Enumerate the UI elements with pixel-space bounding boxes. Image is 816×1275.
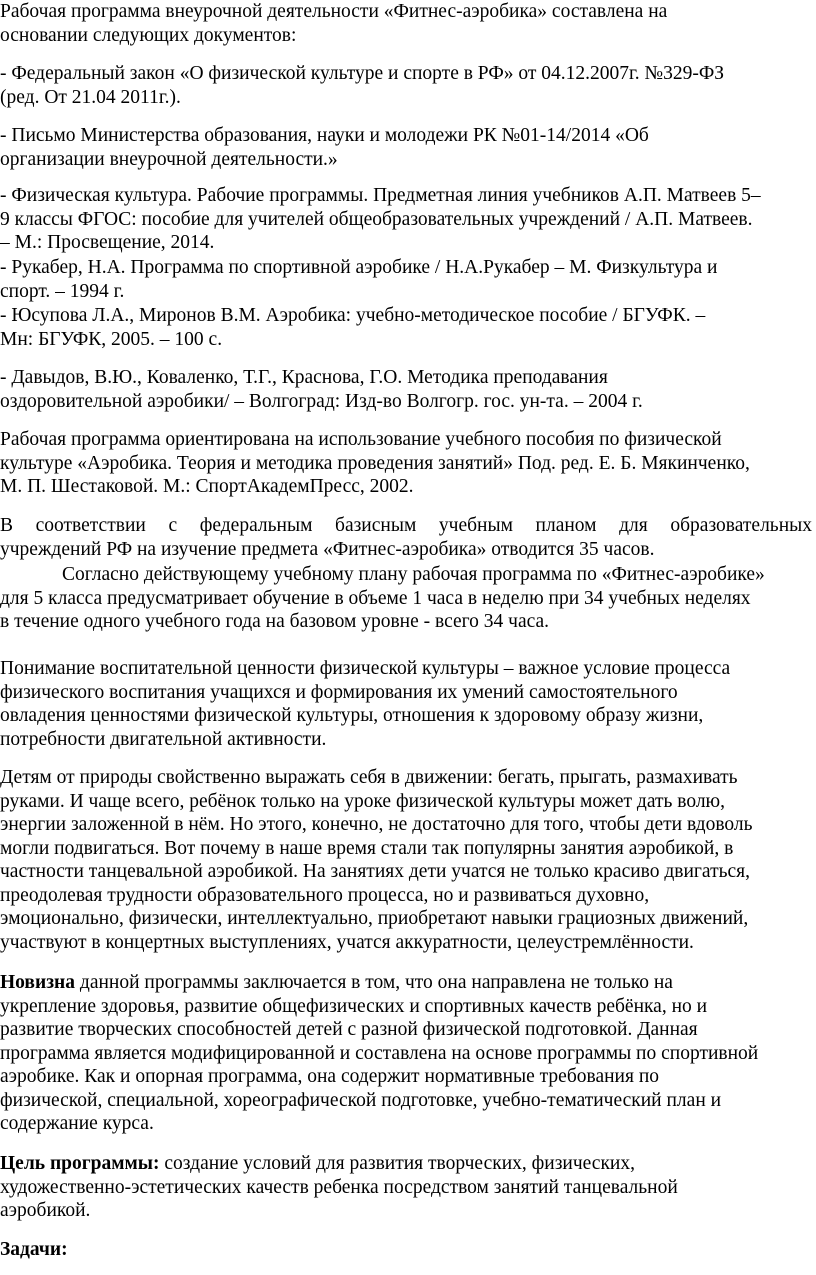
hours-paragraph <box>0 514 812 561</box>
value-line: овладения ценностями физической культуры, отношения к здоровому образу жизни, <box>0 705 704 726</box>
hours-line: В соответствии с федеральным базисным учебным планом для образовательных <box>0 515 812 536</box>
source-line: - Письмо Министерства образования, науки и молодежи РК №01-14/2014 «Об <box>0 125 649 146</box>
novelty-line: развитие творческих способностей детей с разной физической подготовкой. Данная <box>0 1019 698 1040</box>
novelty-paragraph <box>0 971 812 1136</box>
plan-paragraph <box>0 563 812 634</box>
source-line: (ред. От 21.04 2011г.). <box>0 86 181 108</box>
value-line: потребности двигательной активности. <box>0 728 327 750</box>
intro-line-2: основании следующих документов: <box>0 24 297 46</box>
hours-line: учреждений РФ на изучение предмета «Фитнес-аэробика» отводится 35 часов. <box>0 538 655 560</box>
source-item-ministry-letter <box>0 124 812 171</box>
goal-line: художественно-эстетических качеств ребенка посредством занятий танцевальной <box>0 1176 678 1198</box>
source-line: спорт. – 1994 г. <box>0 280 125 302</box>
plan-line: в течение одного учебного года на базовом уровне - всего 34 часа. <box>0 611 550 632</box>
goal-line: аэробикой. <box>0 1200 91 1221</box>
textbook-line: культуре «Аэробика. Теория и методика проведения занятий» Под. ред. Е. Б. Мякинченко, <box>0 452 750 474</box>
source-item-yusupova <box>0 304 812 351</box>
value-line: Понимание воспитательной ценности физической культуры – важное условие процесса <box>0 658 731 679</box>
goal-line: создание условий для развития творческих, физических, <box>159 1153 635 1174</box>
children-line: могли подвигаться. Вот почему в наше время стали так популярны занятия аэробикой, в <box>0 837 734 859</box>
source-line: - Рукабер, Н.А. Программа по спортивной аэробике / Н.А.Рукабер – М. Физкультура и <box>0 257 718 278</box>
value-line: физического воспитания учащихся и формирования их умений самостоятельного <box>0 681 678 703</box>
novelty-line: содержание курса. <box>0 1113 154 1134</box>
intro-paragraph <box>0 0 812 47</box>
goal-label: Цель программы: <box>0 1153 160 1174</box>
children-line: руками. И чаще всего, ребёнок только на уроке физической культуры может дать волю, <box>0 790 726 812</box>
source-line: – М.: Просвещение, 2014. <box>0 232 215 253</box>
novelty-line: программа является модифицированной и составлена на основе программы по спортивной <box>0 1042 759 1064</box>
plan-line: для 5 класса предусматривает обучение в объеме 1 часа в неделю при 34 учебных неделях <box>0 587 751 609</box>
children-line: преодолевая трудности образовательного процесса, но и развиваться духовно, <box>0 884 650 906</box>
intro-line-1: Рабочая программа внеурочной деятельности «Фитнес-аэробика» составлена на <box>0 1 668 22</box>
children-paragraph <box>0 766 812 954</box>
value-paragraph <box>0 657 812 751</box>
novelty-line: физической, специальной, хореографической подготовке, учебно-тематический план и <box>0 1089 722 1111</box>
textbook-paragraph <box>0 428 812 499</box>
source-item-federal-law <box>0 62 812 109</box>
source-line: Мн: БГУФК, 2005. – 100 с. <box>0 328 223 350</box>
textbook-line: М. П. Шестаковой. М.: СпортАкадемПресс, 2002. <box>0 476 414 497</box>
source-line: - Давыдов, В.Ю., Коваленко, Т.Г., Краснова, Г.О. Методика преподавания <box>0 367 608 388</box>
source-item-matveev <box>0 184 812 255</box>
novelty-line: данной программы заключается в том, что она направлена не только на <box>75 972 673 993</box>
novelty-line: укрепление здоровья, развитие общефизических и спортивных качеств ребёнка, но и <box>0 995 708 1017</box>
goal-paragraph <box>0 1152 812 1223</box>
source-line: организации внеурочной деятельности.» <box>0 148 338 170</box>
source-item-davydov <box>0 366 812 413</box>
children-line: эмоционально, физически, интеллектуально, приобретают навыки грациозных движений, <box>0 908 749 929</box>
source-line: - Федеральный закон «О физической культуре и спорте в РФ» от 04.12.2007г. №329-ФЗ <box>0 63 725 84</box>
source-line: 9 классы ФГОС: пособие для учителей общеобразовательных учреждений / А.П. Матвеев. <box>0 208 753 230</box>
textbook-line: Рабочая программа ориентирована на использование учебного пособия по физической <box>0 429 722 450</box>
children-line: энергии заложенной в нём. Но этого, конечно, не достаточно для того, чтобы дети вдоволь <box>0 814 753 835</box>
novelty-line: аэробике. Как и опорная программа, она содержит нормативные требования по <box>0 1066 660 1087</box>
children-line: участвуют в концертных выступлениях, учатся аккуратности, целеустремлённости. <box>0 931 694 953</box>
children-line: частности танцевальной аэробикой. На занятиях дети учатся не только красиво двигаться, <box>0 861 750 882</box>
tasks-label: Задачи: <box>0 1239 68 1260</box>
source-line: - Физическая культура. Рабочие программы. Предметная линия учебников А.П. Матвеев 5– <box>0 185 761 206</box>
source-item-rukaber <box>0 256 812 303</box>
novelty-label: Новизна <box>0 972 76 993</box>
plan-line: Согласно действующему учебному плану рабочая программа по «Фитнес-аэробике» <box>62 564 765 585</box>
source-line: оздоровительной аэробики/ – Волгоград: Изд-во Волгогр. гос. ун-та. – 2004 г. <box>0 390 643 412</box>
source-line: - Юсупова Л.А., Миронов В.М. Аэробика: учебно-методическое пособие / БГУФК. – <box>0 305 706 326</box>
tasks-heading <box>0 1238 812 1262</box>
children-line: Детям от природы свойственно выражать себя в движении: бегать, прыгать, размахивать <box>0 767 738 788</box>
